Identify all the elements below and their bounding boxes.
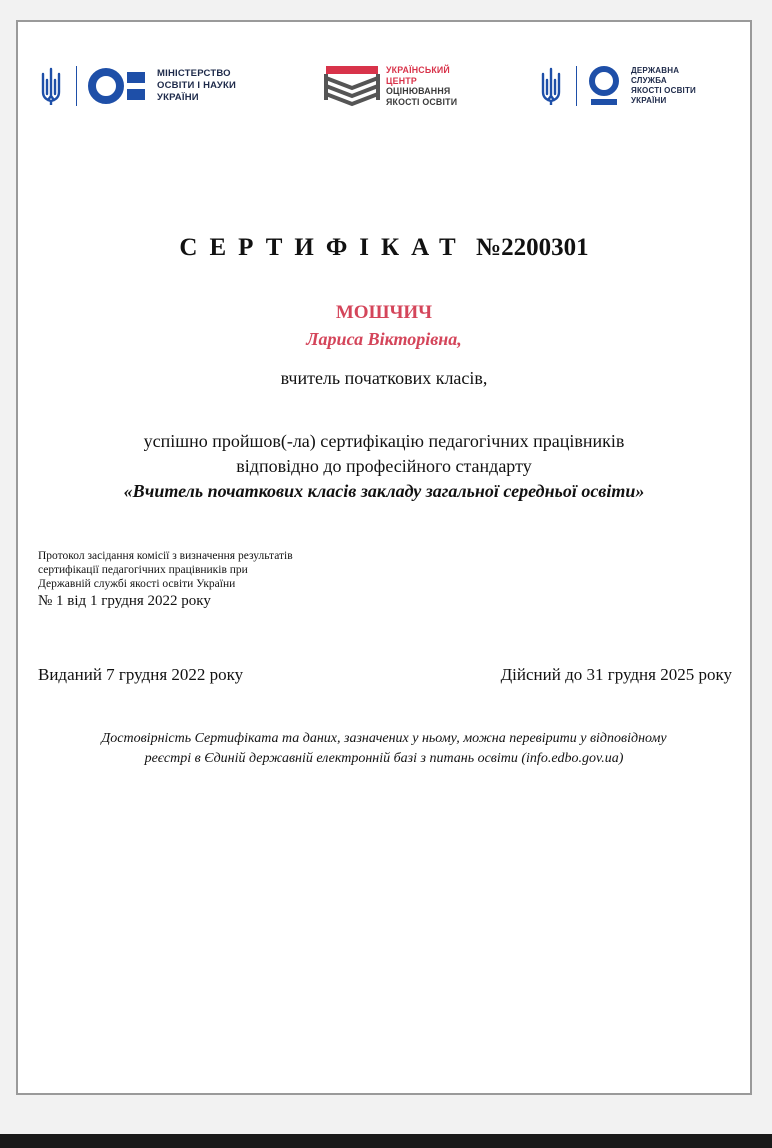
- quality-service-name-line: ЯКОСТІ ОСВІТИ: [631, 86, 697, 95]
- ministry-logo: [38, 66, 236, 106]
- holder-position: вчитель початкових класів,: [280, 368, 488, 388]
- verification-line: реєстрі в Єдиній державній електронній базі з питань освіти (info.edbo.gov.ua): [144, 751, 624, 766]
- professional-standard: «Вчитель початкових класів закладу загальної середньої освіти»: [123, 481, 645, 501]
- ministry-logo-icon: [87, 66, 149, 106]
- protocol-block: [38, 549, 293, 611]
- ucoko-name-line: ЦЕНТР: [386, 75, 417, 86]
- certification-statement: [18, 429, 750, 504]
- statement-line: успішно пройшов(-ла) сертифікацію педагогічних працівників: [143, 431, 625, 451]
- verification-line: Достовірність Сертифіката та даних, зазначених у ньому, можна перевірити у відповідному: [101, 731, 667, 746]
- ucoko-logo: [322, 60, 457, 112]
- issue-date: Виданий 7 грудня 2022 року: [38, 665, 244, 684]
- protocol-line: сертифікації педагогічних працівників при: [38, 564, 248, 576]
- ucoko-name-line: УКРАЇНСЬКИЙ: [386, 65, 450, 75]
- valid-until-date: Дійсний до 31 грудня 2025 року: [500, 665, 732, 684]
- trident-emblem-icon: [38, 66, 64, 106]
- ucoko-name: [386, 65, 457, 107]
- screen-bottom-bar: [0, 1134, 772, 1148]
- protocol-line: Державній службі якості освіти України: [38, 578, 236, 590]
- statement-line: відповідно до професійного стандарту: [236, 456, 532, 476]
- ministry-name-line: МІНІСТЕРСТВО: [157, 68, 231, 79]
- ucoko-logo-icon: [322, 60, 382, 112]
- logo-divider: [76, 66, 77, 106]
- quality-service-logo-icon: [587, 64, 621, 108]
- protocol-number: № 1 від 1 грудня 2022 року: [38, 593, 211, 609]
- logo-divider: [576, 66, 577, 106]
- ministry-name: [157, 68, 236, 104]
- ucoko-name-line: ОЦІНЮВАННЯ: [386, 86, 451, 96]
- ministry-name-line: УКРАЇНИ: [157, 92, 199, 103]
- ministry-name-line: ОСВІТИ І НАУКИ: [157, 80, 236, 91]
- quality-service-name-line: СЛУЖБА: [631, 76, 667, 85]
- quality-service-name: [631, 66, 696, 106]
- protocol-line: Протокол засідання комісії з визначення результатів: [38, 550, 293, 562]
- quality-service-name-line: УКРАЇНИ: [631, 96, 667, 105]
- certificate-title: [18, 234, 750, 262]
- certificate-title-word: СЕРТИФІКАТ: [179, 234, 468, 261]
- holder-given-name: Лариса Вікторівна,: [306, 329, 462, 349]
- quality-service-name-line: ДЕРЖАВНА: [631, 66, 680, 75]
- certificate-page: [16, 20, 752, 1095]
- certificate-number: №2200301: [475, 234, 589, 261]
- verification-note: [18, 729, 750, 769]
- ucoko-name-line: ЯКОСТІ ОСВІТИ: [386, 96, 458, 107]
- holder-surname: МОШЧИЧ: [335, 302, 433, 323]
- quality-service-logo: [538, 64, 696, 108]
- trident-emblem-icon: [538, 66, 564, 106]
